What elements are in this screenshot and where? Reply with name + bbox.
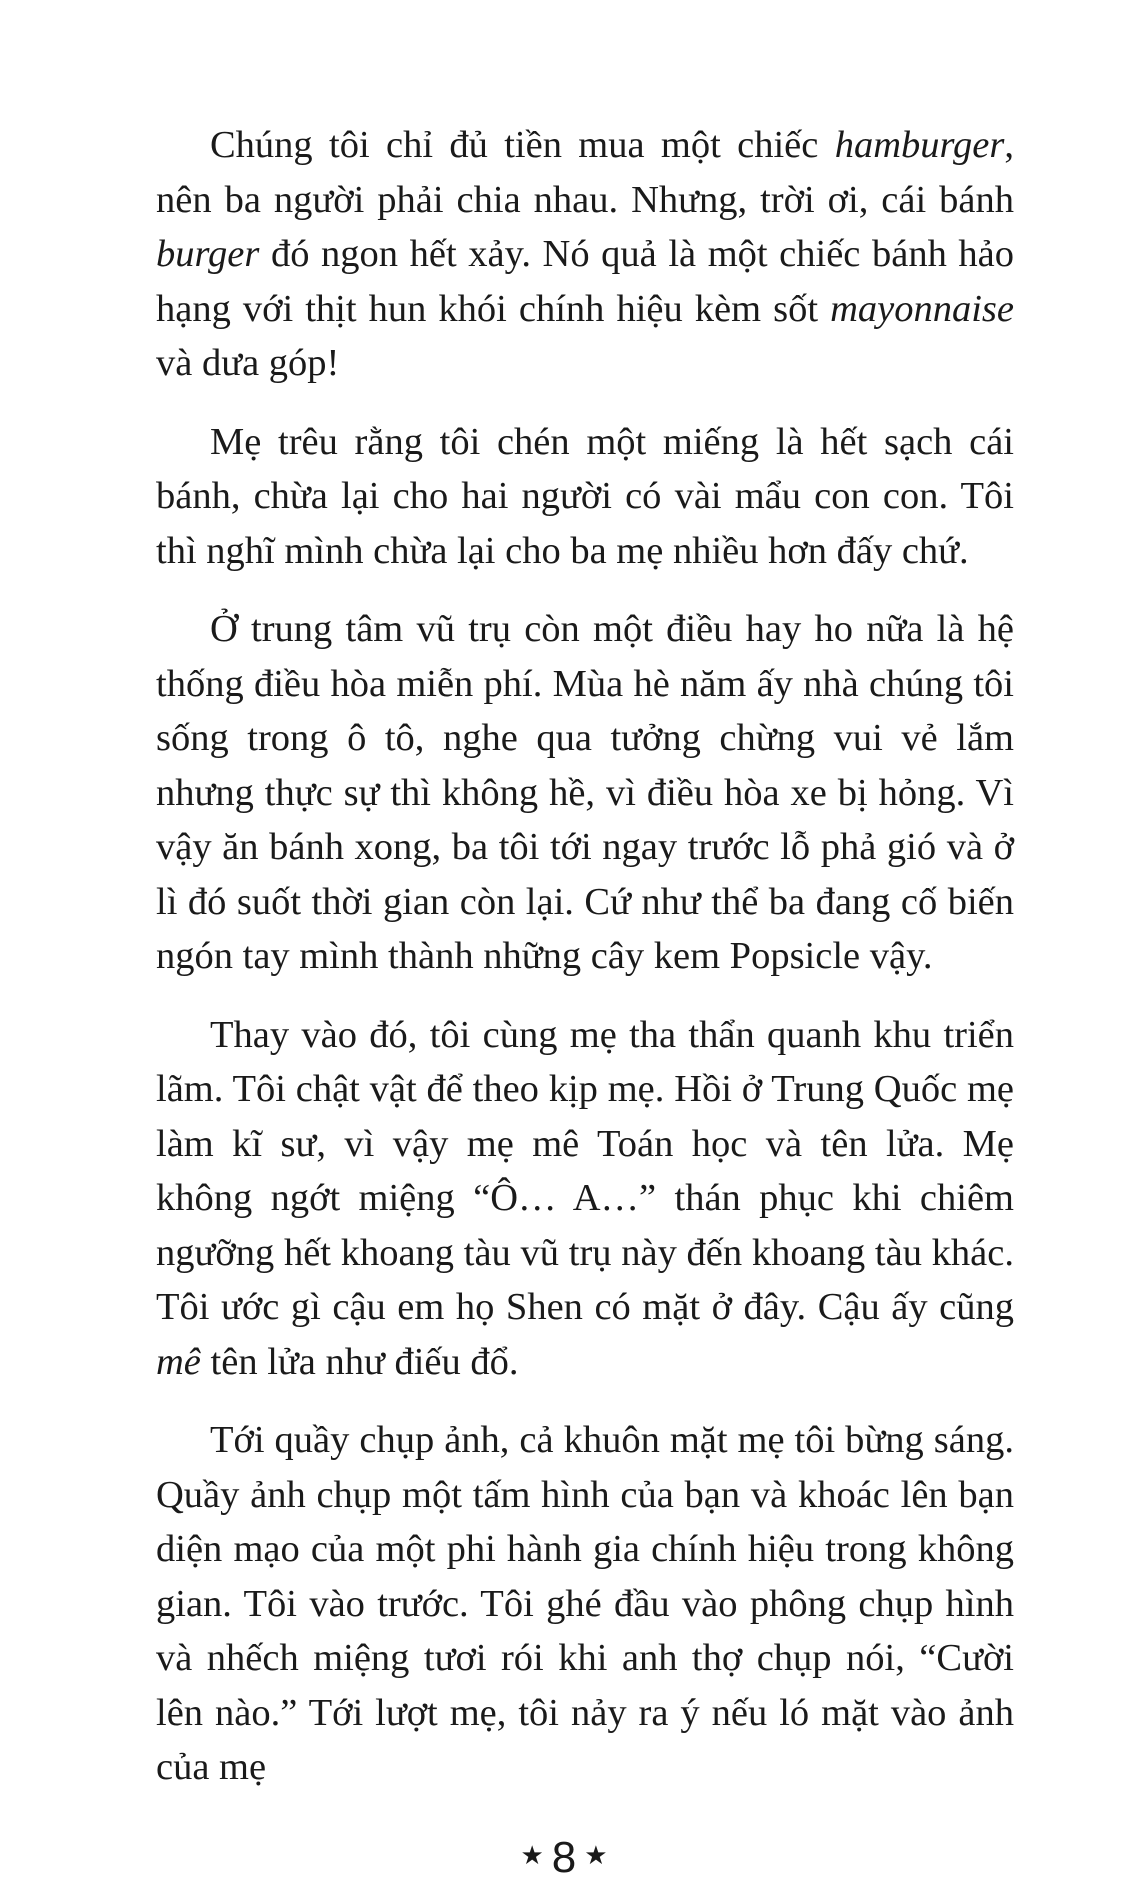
star-icon: ★ (520, 1840, 544, 1870)
italic-text: burger (156, 233, 260, 275)
text-run: Tới quầy chụp ảnh, cả khuôn mặt mẹ tôi bừng sáng. Quầy ảnh chụp một tấm hình của bạn và khoác lên bạn diện mạo của một phi hành gia chính hiệu trong không gian. Tôi vào trước. Tôi ghé đầu vào phông chụp hình và nhếch miệng tươi rói khi anh thợ chụp nói, “Cười lên nào.” Tới lượt mẹ, tôi nảy ra ý nếu ló mặt vào ảnh của mẹ (156, 1419, 1014, 1788)
italic-text: hamburger (834, 124, 1005, 166)
italic-text: mayonnaise (830, 287, 1014, 330)
page-number: 8 (551, 1833, 577, 1882)
text-run: Ở trung tâm vũ trụ còn một điều hay ho nữa là hệ thống điều hòa miễn phí. Mùa hè năm ấy nhà chúng tôi sống trong ô tô, nghe qua tưởng chừng vui vẻ lắm nhưng thực sự thì không hề, vì điều hòa xe bị hỏng. Vì vậy ăn bánh xong, ba tôi tới ngay trước lỗ phả gió và ở lì đó suốt thời gian còn lại. Cứ như thể ba đang cố biến ngón tay mình thành những cây kem Popsicle vậy. (156, 608, 1014, 977)
page-footer (0, 1830, 1128, 1883)
paragraph (156, 118, 1014, 391)
paragraph (156, 1413, 1014, 1795)
italic-text: mê (156, 1340, 201, 1383)
text-run: tên lửa như điếu đổ. (200, 1340, 519, 1383)
text-run: và dưa góp! (156, 342, 340, 384)
body-text (156, 118, 1014, 1819)
text-run: đó ngon hết xảy. Nó quả là một chiếc bánh hảo hạng với thịt hun khói chính hiệu kèm sốt (156, 233, 1014, 330)
text-run: Mẹ trêu rằng tôi chén một miếng là hết sạch cái bánh, chừa lại cho hai người có vài mẩu con con. Tôi thì nghĩ mình chừa lại cho ba mẹ nhiều hơn đấy chứ. (156, 420, 1014, 572)
text-run: Thay vào đó, tôi cùng mẹ tha thẩn quanh khu triển lãm. Tôi chật vật để theo kịp mẹ. Hồi ở Trung Quốc mẹ làm kĩ sư, vì vậy mẹ mê Toán học và tên lửa. Mẹ không ngớt miệng “Ô… A…” thán phục khi chiêm ngưỡng hết khoang tàu vũ trụ này đến khoang tàu khác. Tôi ước gì cậu em họ Shen có mặt ở đây. Cậu ấy cũng (156, 1013, 1014, 1328)
star-icon: ★ (584, 1840, 608, 1870)
text-run: Chúng tôi chỉ đủ tiền mua một chiếc (210, 124, 835, 166)
paragraph (156, 415, 1014, 579)
paragraph (156, 1008, 1014, 1390)
paragraph (156, 602, 1014, 984)
text-run: , nên ba người phải chia nhau. Nhưng, trời ơi, cái bánh (156, 124, 1014, 221)
